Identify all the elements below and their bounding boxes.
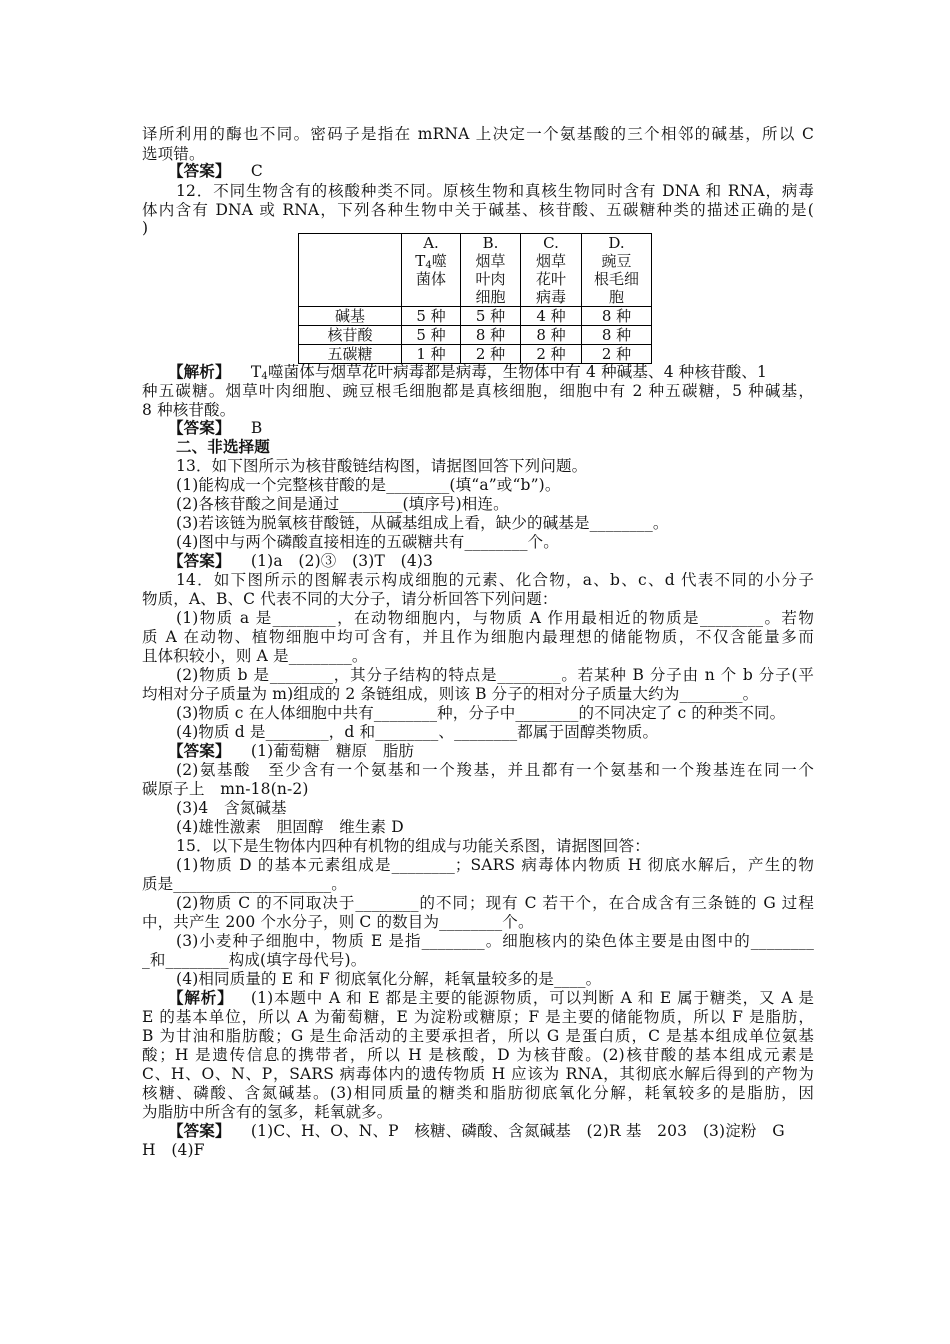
text-line: 8 种核苷酸。: [142, 401, 236, 419]
table-row: [299, 307, 652, 326]
answer-label: 【答案】: [168, 551, 231, 570]
table-cell: 2 种: [582, 345, 652, 364]
table-cell: 8 种: [521, 326, 582, 345]
header-line: B.: [482, 234, 499, 252]
answer-value: (1)a (2)③ (3)T (4)3: [250, 552, 434, 570]
text-line: 译所利用的酶也不同。密码子是指在 mRNA 上决定一个氨基酸的三个相邻的碱基，所以 C: [142, 125, 814, 143]
header-line: C.: [543, 234, 559, 252]
question-15-part: (2)物质 C 的不同取决于________的不同；现有 C 若干个，在合成含有三条链的 G 过程: [176, 894, 814, 912]
text-line: 核糖、磷酸、含氮碱基。(3)相同质量的糖类和脂肪彻底氧化分解，耗氧较多的是脂肪，因: [142, 1084, 814, 1102]
header-text: T: [415, 252, 426, 270]
table-cell: 8 种: [461, 326, 521, 345]
question-14-part: (4)物质 d 是________，d 和________、________都属于固醇类物质。: [176, 723, 659, 741]
table-header-cell: [582, 234, 652, 307]
answer-line: (4)雄性激素 胆固醇 维生素 D: [176, 818, 404, 836]
table-cell: 2 种: [461, 345, 521, 364]
answer-line: H (4)F: [142, 1141, 205, 1159]
analysis-label: 【解析】: [168, 988, 234, 1007]
question-15-part: (1)物质 D 的基本元素组成是________；SARS 病毒体内物质 H 彻底水解后，产生的物: [176, 856, 814, 874]
question-15-part: (4)相同质量的 E 和 F 彻底氧化分解，耗氧量较多的是____。: [176, 970, 602, 988]
table-row: [299, 326, 652, 345]
section-heading: 二、非选择题: [176, 437, 270, 456]
analysis-text: T: [250, 363, 262, 381]
table-header-cell: [402, 234, 461, 307]
text-line: 酸；H 是遗传信息的携带者，所以 H 是核酸，D 为核苷酸。(2)核苷酸的基本组成元素是: [142, 1046, 814, 1064]
text-line: 体内含有 DNA 或 RNA，下列各种生物中关于碱基、核苷酸、五碳糖种类的描述正确的是(: [142, 201, 814, 219]
question-15-part: (3)小麦种子细胞中，物质 E 是指________。细胞核内的染色体主要是由图中的________: [176, 932, 814, 950]
header-line: A.: [423, 234, 439, 252]
answer-line: [168, 551, 840, 571]
header-line: 花叶: [535, 270, 566, 288]
table-header-cell: [299, 234, 402, 307]
analysis-subscript: 4: [261, 371, 268, 382]
text-line: 选项错。: [142, 145, 205, 163]
question-12-stem: 12．不同生物含有的核酸种类不同。原核生物和真核生物同时含有 DNA 和 RNA，病毒: [176, 182, 814, 200]
question-14-stem: 14．如下图所示的图解表示构成细胞的元素、化合物，a、b、c、d 代表不同的小分子: [176, 571, 814, 589]
question-13-part: (4)图中与两个磷酸直接相连的五碳糖共有________个。: [176, 533, 559, 551]
answer-line: [168, 418, 840, 438]
answer-line: [168, 1121, 814, 1141]
analysis-12-line: [168, 362, 814, 382]
table-header-cell: [521, 234, 582, 307]
answer-value: B: [250, 419, 263, 437]
answer-label: 【答案】: [168, 161, 231, 180]
answer-line: [168, 161, 840, 181]
text-line: ): [142, 219, 149, 237]
answer-line: (3)4 含氮碱基: [176, 799, 287, 817]
header-line: 烟草: [475, 252, 506, 270]
answer-value: (1)C、H、O、N、P 核糖、磷酸、含氮碱基 (2)R 基 203 (3)淀粉 G: [250, 1122, 785, 1140]
table-cell: 2 种: [521, 345, 582, 364]
header-line: 菌体: [415, 270, 446, 288]
table-cell: 4 种: [521, 307, 582, 326]
question-14-part: (1)物质 a 是________，在动物细胞内，与物质 A 作用最相近的物质是________。若物: [176, 609, 814, 627]
header-line: 胞: [608, 288, 624, 306]
table-cell: 5 种: [461, 307, 521, 326]
text-line: 质 A 在动物、植物细胞中均可含有，并且作为细胞内最理想的储能物质，不仅含能量多而: [142, 628, 814, 646]
text-line: B 为甘油和脂肪酸；G 是生命活动的主要承担者，所以 G 是蛋白质，C 是基本组成单位氨基: [142, 1027, 814, 1045]
text-line: 种五碳糖。烟草叶肉细胞、豌豆根毛细胞都是真核细胞，细胞中有 2 种五碳糖，5 种碱基，: [142, 382, 814, 400]
header-line: D.: [608, 234, 625, 252]
table-cell: 5 种: [402, 307, 461, 326]
header-line: 病毒: [535, 288, 566, 306]
text-line: 为脂肪中所含有的氢多，耗氧就多。: [142, 1103, 393, 1121]
question-13-stem: 13．如下图所示为核苷酸链结构图，请据图回答下列问题。: [176, 457, 588, 475]
nucleic-acid-table: [298, 233, 652, 364]
text-line: 均相对分子质量为 m)组成的 2 条链组成，则该 B 分子的相对分子质量大约为________。: [142, 685, 759, 703]
question-13-part: (3)若该链为脱氧核苷酸链，从碱基组成上看，缺少的碱基是________。: [176, 514, 669, 532]
question-14-part: (2)物质 b 是________，其分子结构的特点是________。若某种 B 分子由 n 个 b 分子(平: [176, 666, 814, 684]
table-cell: 8 种: [582, 307, 652, 326]
analysis-text: 噬菌体与烟草花叶病毒都是病毒，生物体中有 4 种碱基、4 种核苷酸、1: [267, 363, 768, 381]
question-14-part: (3)物质 c 在人体细胞中共有________种，分子中________的不同决定了 c 的种类不同。: [176, 704, 786, 722]
header-line: [402, 252, 460, 270]
header-line: 细胞: [475, 288, 506, 306]
question-15-stem: 15．以下是生物体内四种有机物的组成与功能关系图，请据图回答：: [176, 837, 650, 855]
header-line: 根毛细: [593, 270, 639, 288]
analysis-label: 【解析】: [168, 362, 231, 381]
header-line: 烟草: [535, 252, 566, 270]
answer-value: (1)葡萄糖 糖原 脂肪: [250, 742, 415, 760]
table-cell: 五碳糖: [299, 345, 402, 364]
header-line: 叶肉: [475, 270, 506, 288]
table-cell: 1 种: [402, 345, 461, 364]
question-13-part: (1)能构成一个完整核苷酸的是________(填“a”或“b”)。: [176, 476, 561, 494]
header-line: 豌豆: [601, 252, 632, 270]
text-line: 且体积较小，则 A 是________。: [142, 647, 368, 665]
answer-line: [168, 741, 840, 761]
header-text: 噬: [431, 252, 447, 270]
question-13-part: (2)各核苷酸之间是通过________(填序号)相连。: [176, 495, 509, 513]
text-line: _和________构成(填字母代号)。: [142, 951, 367, 969]
text-line: E 的基本单位，所以 A 为葡萄糖，E 为淀粉或糖原；F 是主要的储能物质，所以 F 是脂肪，: [142, 1008, 814, 1026]
header-subscript: 4: [425, 260, 432, 271]
table-row: [299, 345, 652, 364]
table-header-cell: [461, 234, 521, 307]
answer-label: 【答案】: [168, 418, 231, 437]
answer-label: 【答案】: [168, 741, 231, 760]
table-cell: 核苷酸: [299, 326, 402, 345]
table-header-row: [299, 234, 652, 307]
answer-line: 碳原子上 mn-18(n-2): [142, 780, 309, 798]
text-line: 中，共产生 200 个水分子，则 C 的数目为________个。: [142, 913, 534, 931]
answer-label: 【答案】: [168, 1121, 231, 1140]
table-cell: 8 种: [582, 326, 652, 345]
text-line: 质是____________________。: [142, 875, 347, 893]
text-line: 物质，A、B、C 代表不同的大分子，请分析回答下列问题：: [142, 590, 558, 608]
table-cell: 5 种: [402, 326, 461, 345]
answer-value: C: [250, 162, 263, 180]
analysis-15-line: [168, 988, 814, 1008]
text-line: C、H、O、N、P，SARS 病毒体内的遗传物质 H 应该为 RNA，其彻底水解后得到的产物为: [142, 1065, 814, 1083]
analysis-text: (1)本题中 A 和 E 都是主要的能源物质，可以判断 A 和 E 属于糖类，又 A 是: [250, 989, 814, 1007]
table-cell: 碱基: [299, 307, 402, 326]
answer-line: (2)氨基酸 至少含有一个氨基和一个羧基，并且都有一个氨基和一个羧基连在同一个: [176, 761, 814, 779]
